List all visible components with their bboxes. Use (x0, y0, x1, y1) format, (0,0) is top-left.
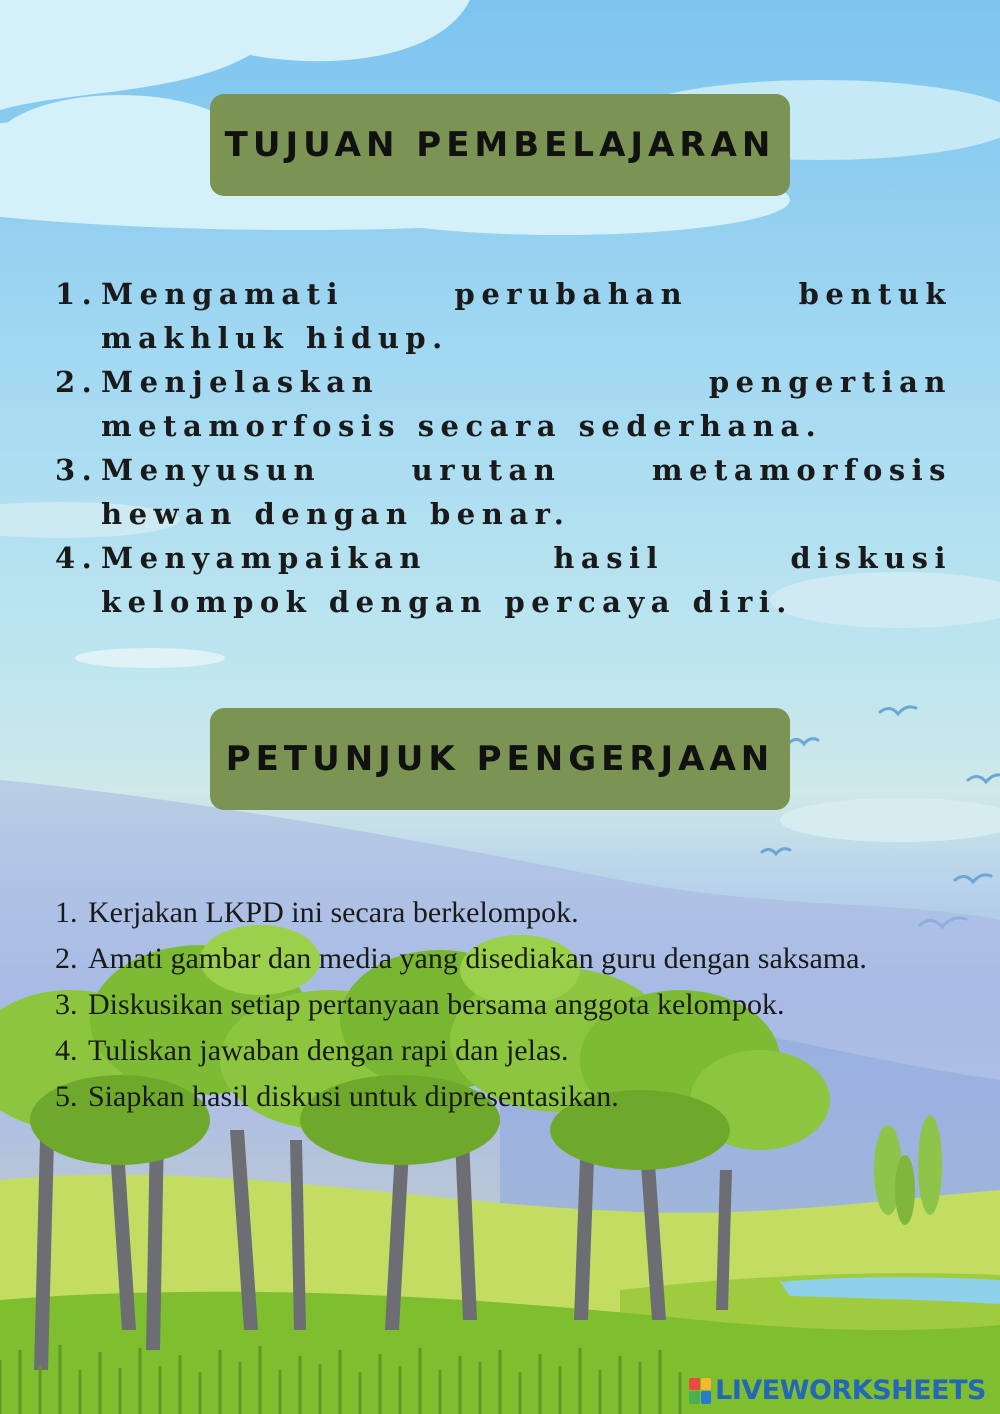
item-number: 3. (55, 453, 99, 487)
section-heading-box (210, 94, 790, 196)
list-item (55, 890, 952, 936)
liveworksheets-logo-icon (689, 1378, 711, 1404)
list-item (55, 936, 952, 982)
item-text: Amati gambar dan media yang disediakan guru dengan saksama. (88, 942, 867, 975)
section-title: PETUNJUK PENGERJAAN (225, 739, 775, 779)
item-text: Mengamati perubahan bentuk makhluk hidup. (101, 277, 952, 355)
section-heading-box (210, 708, 790, 810)
list-item (55, 982, 952, 1028)
item-text: Menyampaikan hasil diskusi kelompok dengan percaya diri. (101, 541, 952, 619)
list-item (55, 272, 952, 360)
item-number: 2. (55, 942, 78, 975)
item-number: 4. (55, 1034, 78, 1067)
learning-objectives-list (55, 272, 952, 624)
instructions-list (55, 890, 952, 1120)
item-text: Siapkan hasil diskusi untuk dipresentasikan. (88, 1080, 619, 1113)
item-text: Menjelaskan pengertian metamorfosis secara sederhana. (101, 365, 952, 443)
item-text: Menyusun urutan metamorfosis hewan dengan benar. (101, 453, 952, 531)
item-number: 1. (55, 277, 99, 311)
list-item (55, 360, 952, 448)
item-number: 3. (55, 988, 78, 1021)
item-number: 5. (55, 1080, 78, 1113)
item-number: 1. (55, 896, 78, 929)
liveworksheets-brand[interactable] (689, 1375, 986, 1406)
list-item (55, 1028, 952, 1074)
item-text: Tuliskan jawaban dengan rapi dan jelas. (88, 1034, 569, 1067)
item-text: Kerjakan LKPD ini secara berkelompok. (88, 896, 579, 929)
list-item (55, 1074, 952, 1120)
item-text: Diskusikan setiap pertanyaan bersama anggota kelompok. (88, 988, 785, 1021)
item-number: 4. (55, 541, 99, 575)
list-item (55, 536, 952, 624)
brand-name: LIVEWORKSHEETS (715, 1375, 986, 1406)
list-item (55, 448, 952, 536)
section-title: TUJUAN PEMBELAJARAN (224, 125, 776, 165)
item-number: 2. (55, 365, 99, 399)
